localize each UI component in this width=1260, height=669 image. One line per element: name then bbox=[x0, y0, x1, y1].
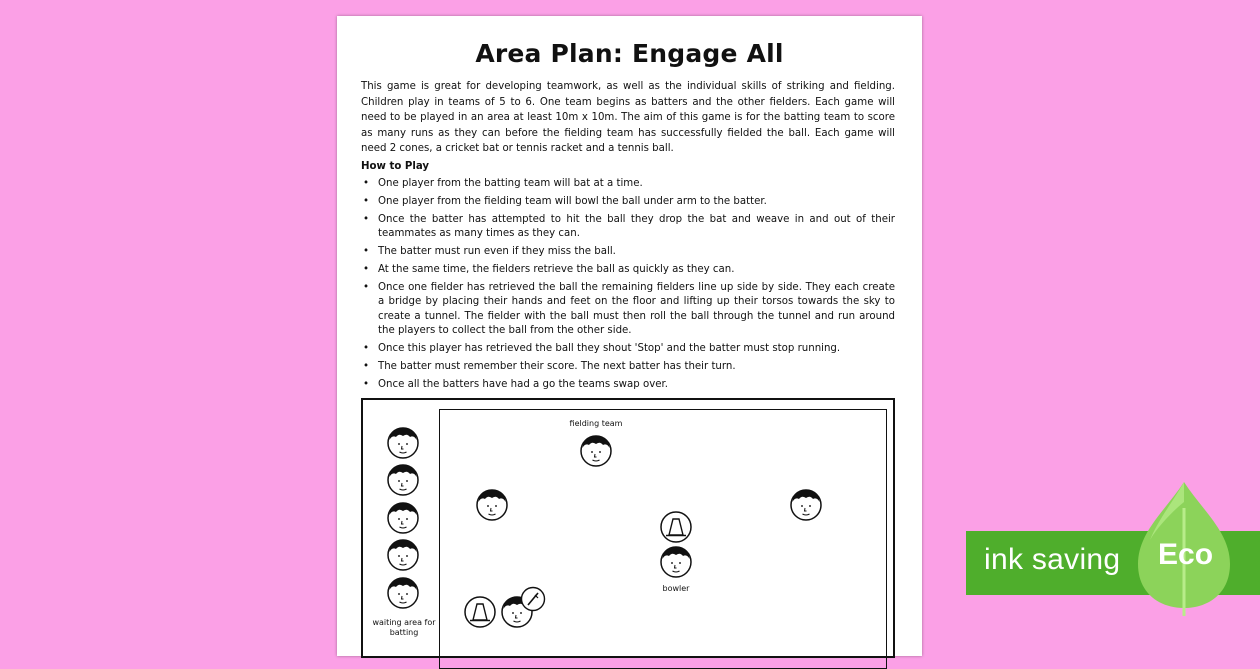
list-item: • Once one fielder has retrieved the ball the remaining fielders line up side by side. They each create a bridge by placing their hands and feet on the floor and lifting up their torsos towards the sky to create a tunnel. The fielder with the ball must then roll the ball through the tunnel and run around the players to collect the ball from the other side. bbox=[361, 281, 895, 339]
ink-saving-label: ink saving bbox=[984, 543, 1121, 576]
cone-icon bbox=[660, 511, 692, 543]
fielding-team-label: fielding team bbox=[569, 419, 623, 428]
list-item: • Once this player has retrieved the ball they shout 'Stop' and the batter must stop running. bbox=[361, 342, 895, 356]
cone-icon bbox=[464, 596, 496, 628]
list-item: • The batter must remember their score. The next batter has their turn. bbox=[361, 360, 895, 374]
bowler-label: bowler bbox=[662, 584, 690, 593]
playing-area bbox=[439, 409, 887, 669]
how-to-play-heading: How to Play bbox=[361, 161, 430, 172]
area-plan-diagram bbox=[361, 398, 895, 658]
worksheet-page bbox=[337, 16, 922, 656]
list-item: • The batter must run even if they miss the ball. bbox=[361, 245, 895, 259]
list-item: • Once the batter has attempted to hit the ball they drop the bat and weave in and out of their teammates as many times as they can. bbox=[361, 213, 895, 242]
fielder-face-icon bbox=[790, 488, 822, 522]
batter-face-icon bbox=[387, 501, 419, 535]
list-item: • At the same time, the fielders retrieve the ball as quickly as they can. bbox=[361, 263, 895, 277]
cricket-bat-icon bbox=[520, 586, 546, 612]
fielder-face-icon bbox=[476, 488, 508, 522]
waiting-area-label: waiting area for batting bbox=[372, 618, 436, 637]
intro-paragraph: This game is great for developing teamwork, as well as the individual skills of striking and fielding. Children play in teams of 5 to 6. One team begins as batters and the other fielders. Each game will need to be played in an area at least 10m x 10m. The aim of this game is for the batting team to score as many runs as they can before the fielding team has successfully fielded the ball. Each game will need 2 cones, a cricket bat or tennis racket and a tennis ball. bbox=[361, 81, 895, 155]
batter-face-icon bbox=[387, 426, 419, 460]
list-item: • Once all the batters have had a go the teams swap over. bbox=[361, 378, 895, 392]
fielder-face-icon bbox=[580, 434, 612, 468]
list-item: • One player from the batting team will bat at a time. bbox=[361, 177, 895, 191]
bowler-face-icon bbox=[660, 545, 692, 579]
batter-face-icon bbox=[387, 538, 419, 572]
batter-face-icon bbox=[387, 463, 419, 497]
list-item: • One player from the fielding team will bowl the ball under arm to the batter. bbox=[361, 195, 895, 209]
page-title: Area Plan: Engage All bbox=[475, 39, 784, 68]
eco-label: Eco bbox=[1158, 538, 1214, 571]
batter-face-icon bbox=[387, 576, 419, 610]
instructions-list bbox=[361, 177, 895, 396]
